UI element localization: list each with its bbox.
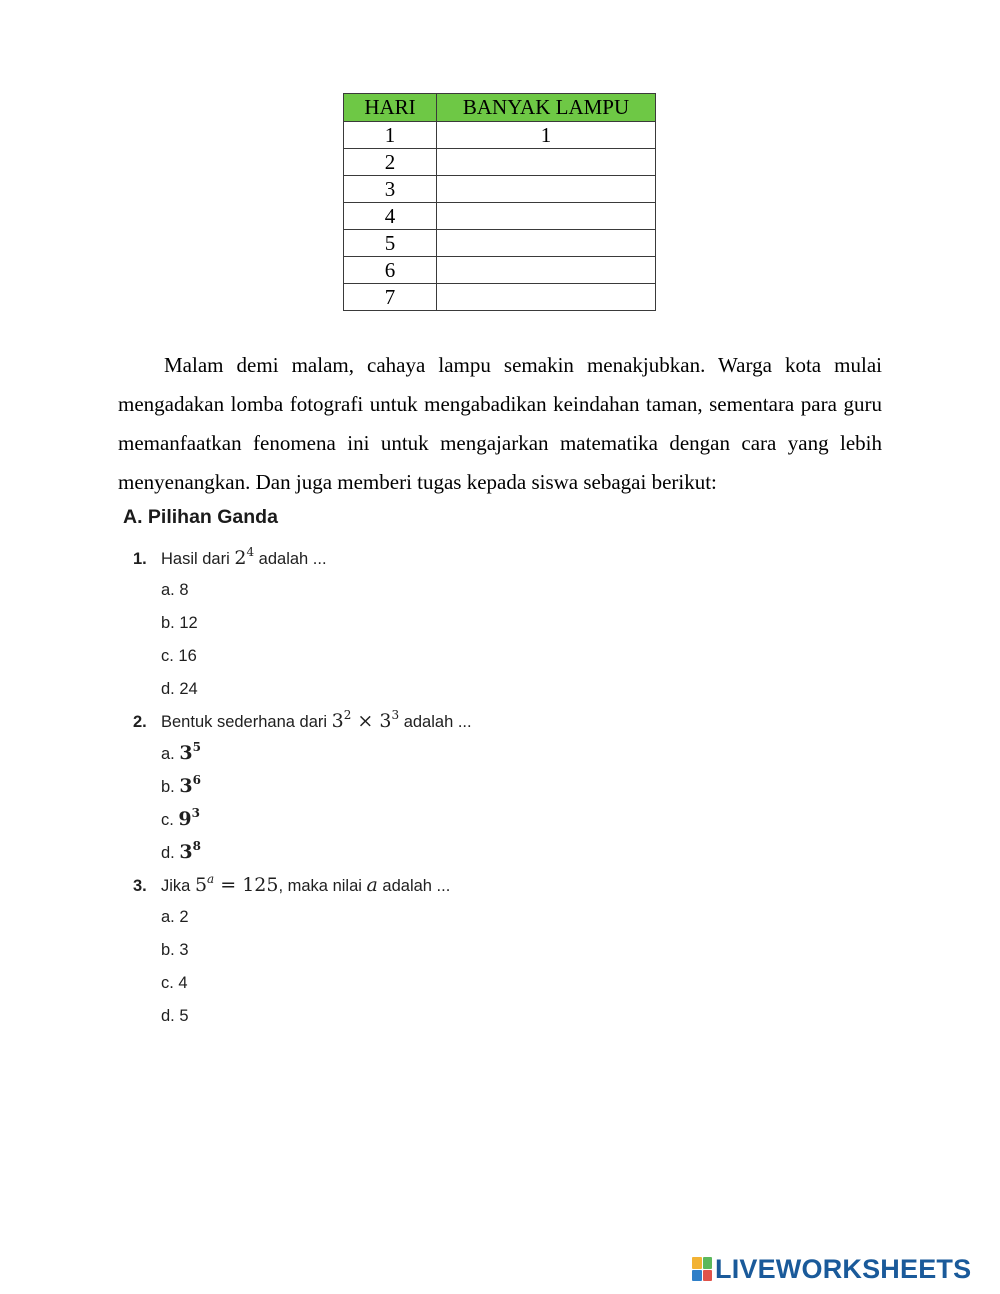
option-2c[interactable]: c. $9^3$: [161, 806, 201, 830]
option-3d[interactable]: d. 5: [161, 1007, 189, 1025]
header-hari: HARI: [344, 94, 437, 122]
cell-day: 7: [344, 284, 437, 311]
cell-lamp-count-input[interactable]: [437, 176, 656, 203]
table-row: [344, 257, 656, 284]
math-expression: 5$^a$ = 125: [194, 872, 279, 896]
question-1: [133, 546, 327, 571]
question-text: Bentuk sederhana dari: [161, 713, 332, 731]
math-expression: $3^2 \times 3^3$: [331, 708, 400, 732]
lamp-count-table: [343, 93, 656, 311]
question-text: adalah ...: [377, 877, 451, 895]
question-2: [133, 709, 472, 734]
question-text: Hasil dari: [161, 550, 235, 568]
cell-lamp-count-input[interactable]: [437, 284, 656, 311]
logo-square: [703, 1257, 713, 1269]
cell-day: 4: [344, 203, 437, 230]
question-number: 3.: [133, 877, 147, 895]
logo-text: LIVEWORKSHEETS: [715, 1253, 972, 1284]
question-3: [133, 873, 450, 898]
cell-lamp-count-input[interactable]: [437, 230, 656, 257]
question-text: adalah ...: [254, 550, 327, 568]
option-1a[interactable]: a. 8: [161, 581, 189, 599]
question-text: Jika: [161, 877, 195, 895]
cell-lamp-count-input[interactable]: [437, 149, 656, 176]
option-2d[interactable]: d. $3^8$: [161, 839, 201, 863]
cell-day: 3: [344, 176, 437, 203]
option-3b[interactable]: b. 3: [161, 941, 189, 959]
story-paragraph: Malam demi malam, cahaya lampu semakin menakjubkan. Warga kota mulai mengadakan lomba fotografi untuk mengabadikan keindahan taman, sementara para guru memanfaatkan fenomena ini untuk mengajarkan matematika dengan cara yang lebih menyenangkan. Dan juga memberi tugas kepada siswa sebagai berikut:: [118, 353, 882, 494]
question-number: 2.: [133, 713, 147, 731]
table-row: [344, 203, 656, 230]
option-1b[interactable]: b. 12: [161, 614, 198, 632]
cell-day: 2: [344, 149, 437, 176]
liveworksheets-logo-icon: [692, 1257, 712, 1281]
logo-square: [692, 1270, 702, 1282]
option-1d[interactable]: d. 24: [161, 680, 198, 698]
cell-day: 6: [344, 257, 437, 284]
option-2a[interactable]: a. $3^5$: [161, 740, 201, 764]
cell-lamp-count-input[interactable]: [437, 203, 656, 230]
cell-day: 1: [344, 122, 437, 149]
liveworksheets-logo[interactable]: [692, 1255, 971, 1283]
logo-square: [692, 1257, 702, 1269]
table-row: [344, 122, 656, 149]
table-row: [344, 149, 656, 176]
question-number: 1.: [133, 550, 147, 568]
option-2b[interactable]: b. $3^6$: [161, 773, 201, 797]
cell-lamp-count-input[interactable]: [437, 257, 656, 284]
cell-lamp-count: 1: [437, 122, 656, 149]
option-3c[interactable]: c. 4: [161, 974, 188, 992]
option-3a[interactable]: a. 2: [161, 908, 189, 926]
question-text: adalah ...: [399, 713, 472, 731]
header-banyak-lampu: BANYAK LAMPU: [437, 94, 656, 122]
section-title: A. Pilihan Ganda: [123, 506, 278, 528]
cell-day: 5: [344, 230, 437, 257]
question-text: , maka nilai: [278, 877, 367, 895]
math-variable: a: [366, 874, 378, 896]
option-1c[interactable]: c. 16: [161, 647, 197, 665]
logo-square: [703, 1270, 713, 1282]
table-row: [344, 176, 656, 203]
math-expression: $2^4$: [234, 545, 255, 569]
table-row: [344, 284, 656, 311]
table-row: [344, 230, 656, 257]
table-header-row: [344, 94, 656, 122]
